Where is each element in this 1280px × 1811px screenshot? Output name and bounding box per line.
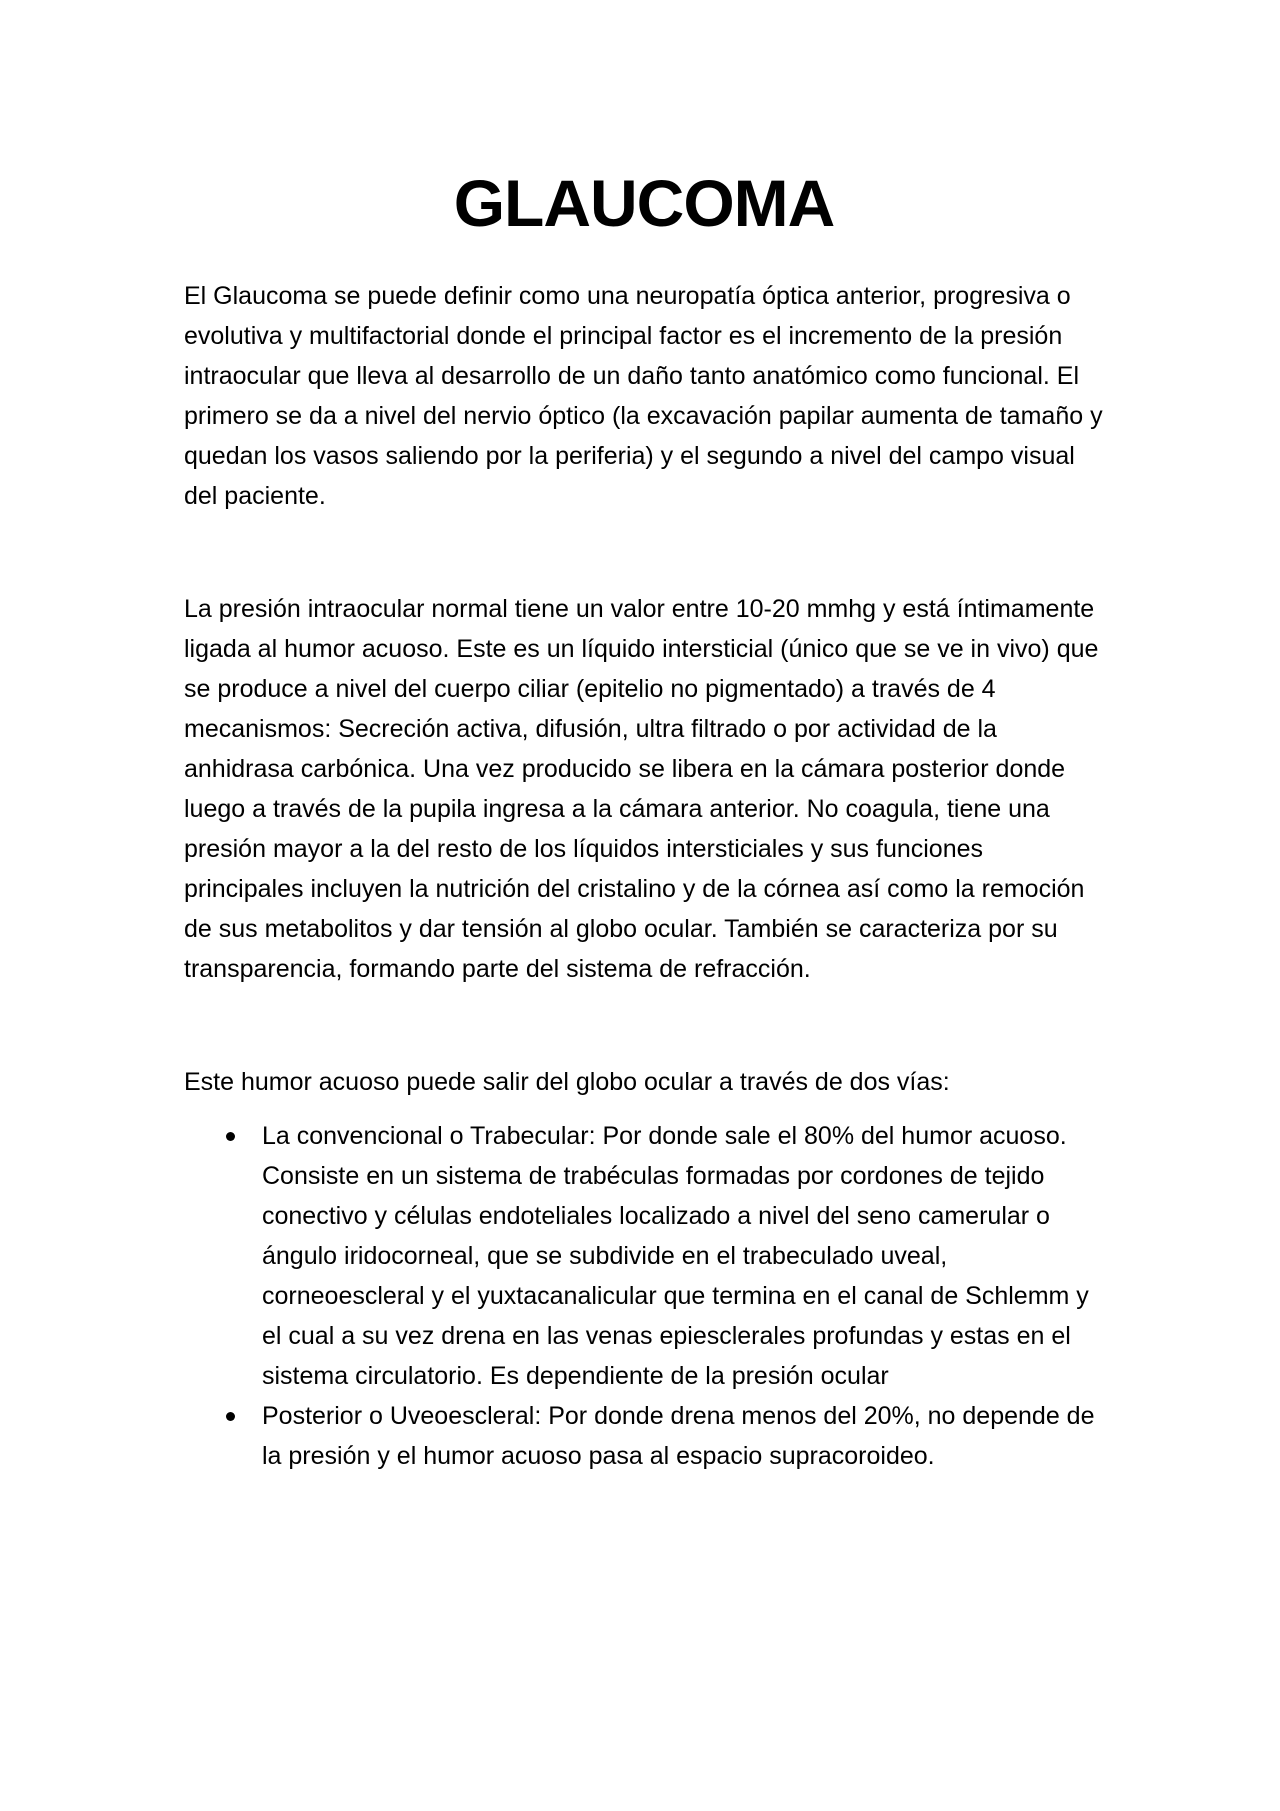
paragraph-definition: El Glaucoma se puede definir como una neuropatía óptica anterior, progresiva o evolutiva y multifactorial donde el principal factor es el incremento de la presión intraocular que lleva al desarrollo de un daño tanto anatómico como funcional. El primero se da a nivel del nervio óptico (la excavación papilar aumenta de tamaño y quedan los vasos saliendo por la periferia) y el segundo a nivel del campo visual del paciente.	[184, 282, 1103, 510]
document-title: GLAUCOMA	[453, 166, 835, 240]
paragraph-outflow-intro: Este humor acuoso puede salir del globo ocular a través de dos vías:	[184, 1068, 950, 1096]
document-body	[184, 160, 1104, 1476]
list-item-text: La convencional o Trabecular: Por donde sale el 80% del humor acuoso. Consiste en un sistema de trabéculas formadas por cordones de tejido conectivo y células endoteliales localizado a nivel del seno camerular o ángulo iridocorneal, que se subdivide en el trabeculado uveal, corneoescleral y el yuxtacanalicular que termina en el canal de Schlemm y el cual a su vez drena en las venas epiesclerales profundas y estas en el sistema circulatorio. Es dependiente de la presión ocular	[262, 1122, 1089, 1390]
list-item-trabecular	[184, 1116, 1104, 1396]
paragraph-intraocular-pressure: La presión intraocular normal tiene un valor entre 10-20 mmhg y está íntimamente ligada al humor acuoso. Este es un líquido intersticial (único que se ve in vivo) que se produce a nivel del cuerpo ciliar (epitelio no pigmentado) a través de 4 mecanismos: Secreción activa, difusión, ultra filtrado o por actividad de la anhidrasa carbónica. Una vez producido se libera en la cámara posterior donde luego a través de la pupila ingresa a la cámara anterior. No coagula, tiene una presión mayor a la del resto de los líquidos intersticiales y sus funciones principales incluyen la nutrición del cristalino y de la córnea así como la remoción de sus metabolitos y dar tensión al globo ocular. También se caracteriza por su transparencia, formando parte del sistema de refracción.	[184, 595, 1099, 983]
list-item-uveoscleral	[184, 1396, 1104, 1476]
paragraph-spacer	[184, 989, 1104, 1062]
bullet-icon	[226, 1132, 235, 1141]
paragraph-spacer	[184, 516, 1104, 589]
outflow-pathways-list	[184, 1116, 1104, 1476]
bullet-icon	[226, 1412, 235, 1421]
list-item-text: Posterior o Uveoescleral: Por donde drena menos del 20%, no depende de la presión y el humor acuoso pasa al espacio supracoroideo.	[262, 1402, 1095, 1470]
